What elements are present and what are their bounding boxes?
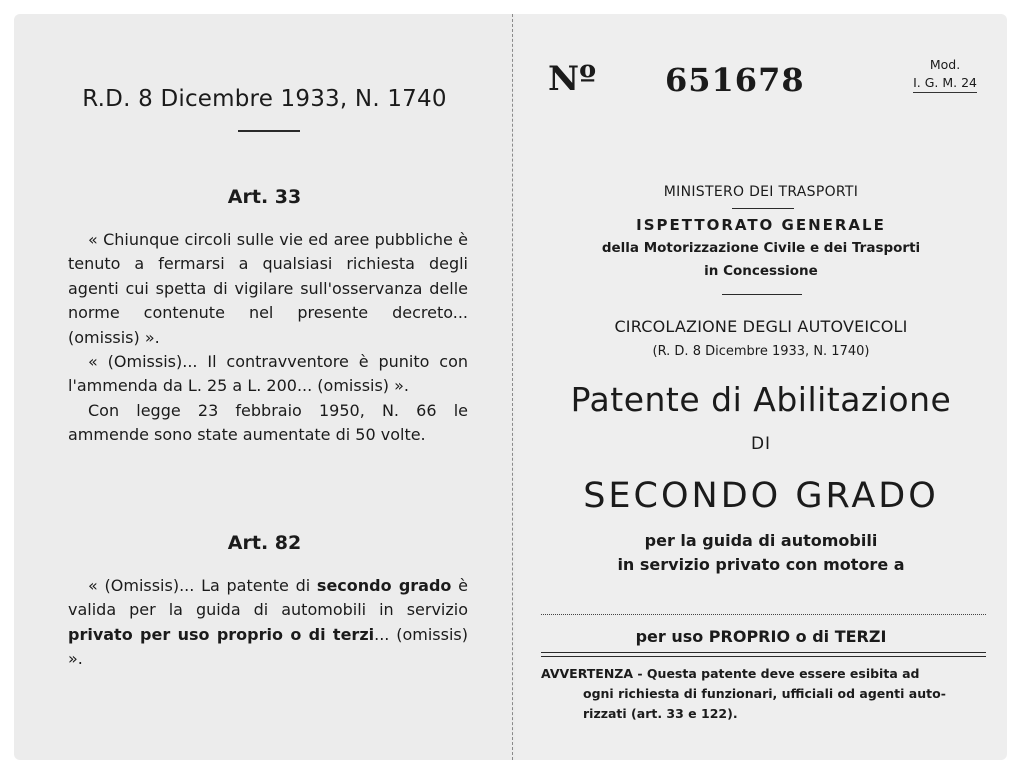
form-model bbox=[913, 56, 977, 93]
usage-type: per uso PROPRIO o di TERZI bbox=[635, 627, 887, 646]
license-number: 651678 bbox=[665, 61, 805, 99]
form-model-code: I. G. M. 24 bbox=[913, 74, 977, 93]
usage-double-rule-2 bbox=[541, 656, 986, 657]
art82-text-a: « (Omissis)... La patente di bbox=[88, 576, 317, 595]
license-grade: SECONDO GRADO bbox=[583, 476, 939, 516]
fill-in-dotted-line bbox=[541, 614, 986, 615]
license-di: DI bbox=[750, 434, 772, 454]
art82-text-b: secondo grado bbox=[316, 576, 452, 595]
art82-text bbox=[68, 574, 468, 672]
art33-paragraph-2: « (Omissis)... Il contravventore è punito con l'ammenda da L. 25 a L. 200... (omissis) ». bbox=[68, 352, 468, 396]
right-page bbox=[515, 14, 1007, 760]
warning-line-2: ogni richiesta di funzionari, ufficiali od agenti auto- bbox=[583, 686, 946, 701]
art33-paragraph-3: Con legge 23 febbraio 1950, N. 66 le ammende sono state aumentate di 50 volte. bbox=[68, 400, 468, 445]
driving-scope-line-1: per la guida di automobili bbox=[644, 531, 878, 550]
art82-text-c: è valida per la guida di automobili in servizio bbox=[68, 576, 468, 620]
warning-line-3: rizzati (art. 33 e 122). bbox=[583, 706, 738, 721]
inspectorate-concession: in Concessione bbox=[704, 263, 818, 279]
heading-rule bbox=[238, 130, 300, 132]
art82-text-e: ... (omissis) ». bbox=[68, 624, 468, 669]
art33-title: Art. 33 bbox=[227, 186, 302, 208]
number-symbol: Nº bbox=[548, 59, 597, 99]
art82-paragraph bbox=[68, 574, 468, 672]
usage-double-rule-1 bbox=[541, 652, 986, 653]
inspectorate-rule bbox=[722, 294, 802, 295]
decree-reference: (R. D. 8 Dicembre 1933, N. 1740) bbox=[652, 344, 870, 359]
ministry-rule bbox=[732, 208, 794, 209]
art82-title: Art. 82 bbox=[227, 532, 302, 554]
circulation-heading: CIRCOLAZIONE DEGLI AUTOVEICOLI bbox=[614, 317, 908, 336]
warning-notice bbox=[541, 664, 986, 724]
art33-text bbox=[68, 228, 468, 448]
art33-paragraph-1: « Chiunque circoli sulle vie ed aree pubbliche è tenuto a fermarsi a qualsiasi richiesta degli agenti cui spetta di vigilare sull'osservanza delle norme contenute nel presente decreto... (omissis) ». bbox=[68, 230, 468, 347]
inspectorate-title: ISPETTORATO GENERALE bbox=[636, 216, 886, 234]
inspectorate-subtitle: della Motorizzazione Civile e dei Trasporti bbox=[601, 240, 921, 256]
art82-text-d: privato per uso proprio o di terzi bbox=[68, 624, 375, 644]
driving-scope-line-2: in servizio privato con motore a bbox=[617, 555, 905, 574]
form-model-label: Mod. bbox=[929, 57, 961, 72]
left-page bbox=[14, 14, 515, 760]
license-title: Patente di Abilitazione bbox=[570, 380, 952, 419]
decree-heading: R.D. 8 Dicembre 1933, N. 1740 bbox=[82, 86, 447, 112]
warning-line-1: AVVERTENZA - Questa patente deve essere esibita ad bbox=[541, 666, 920, 681]
ministry-name: MINISTERO DEI TRASPORTI bbox=[663, 184, 859, 200]
